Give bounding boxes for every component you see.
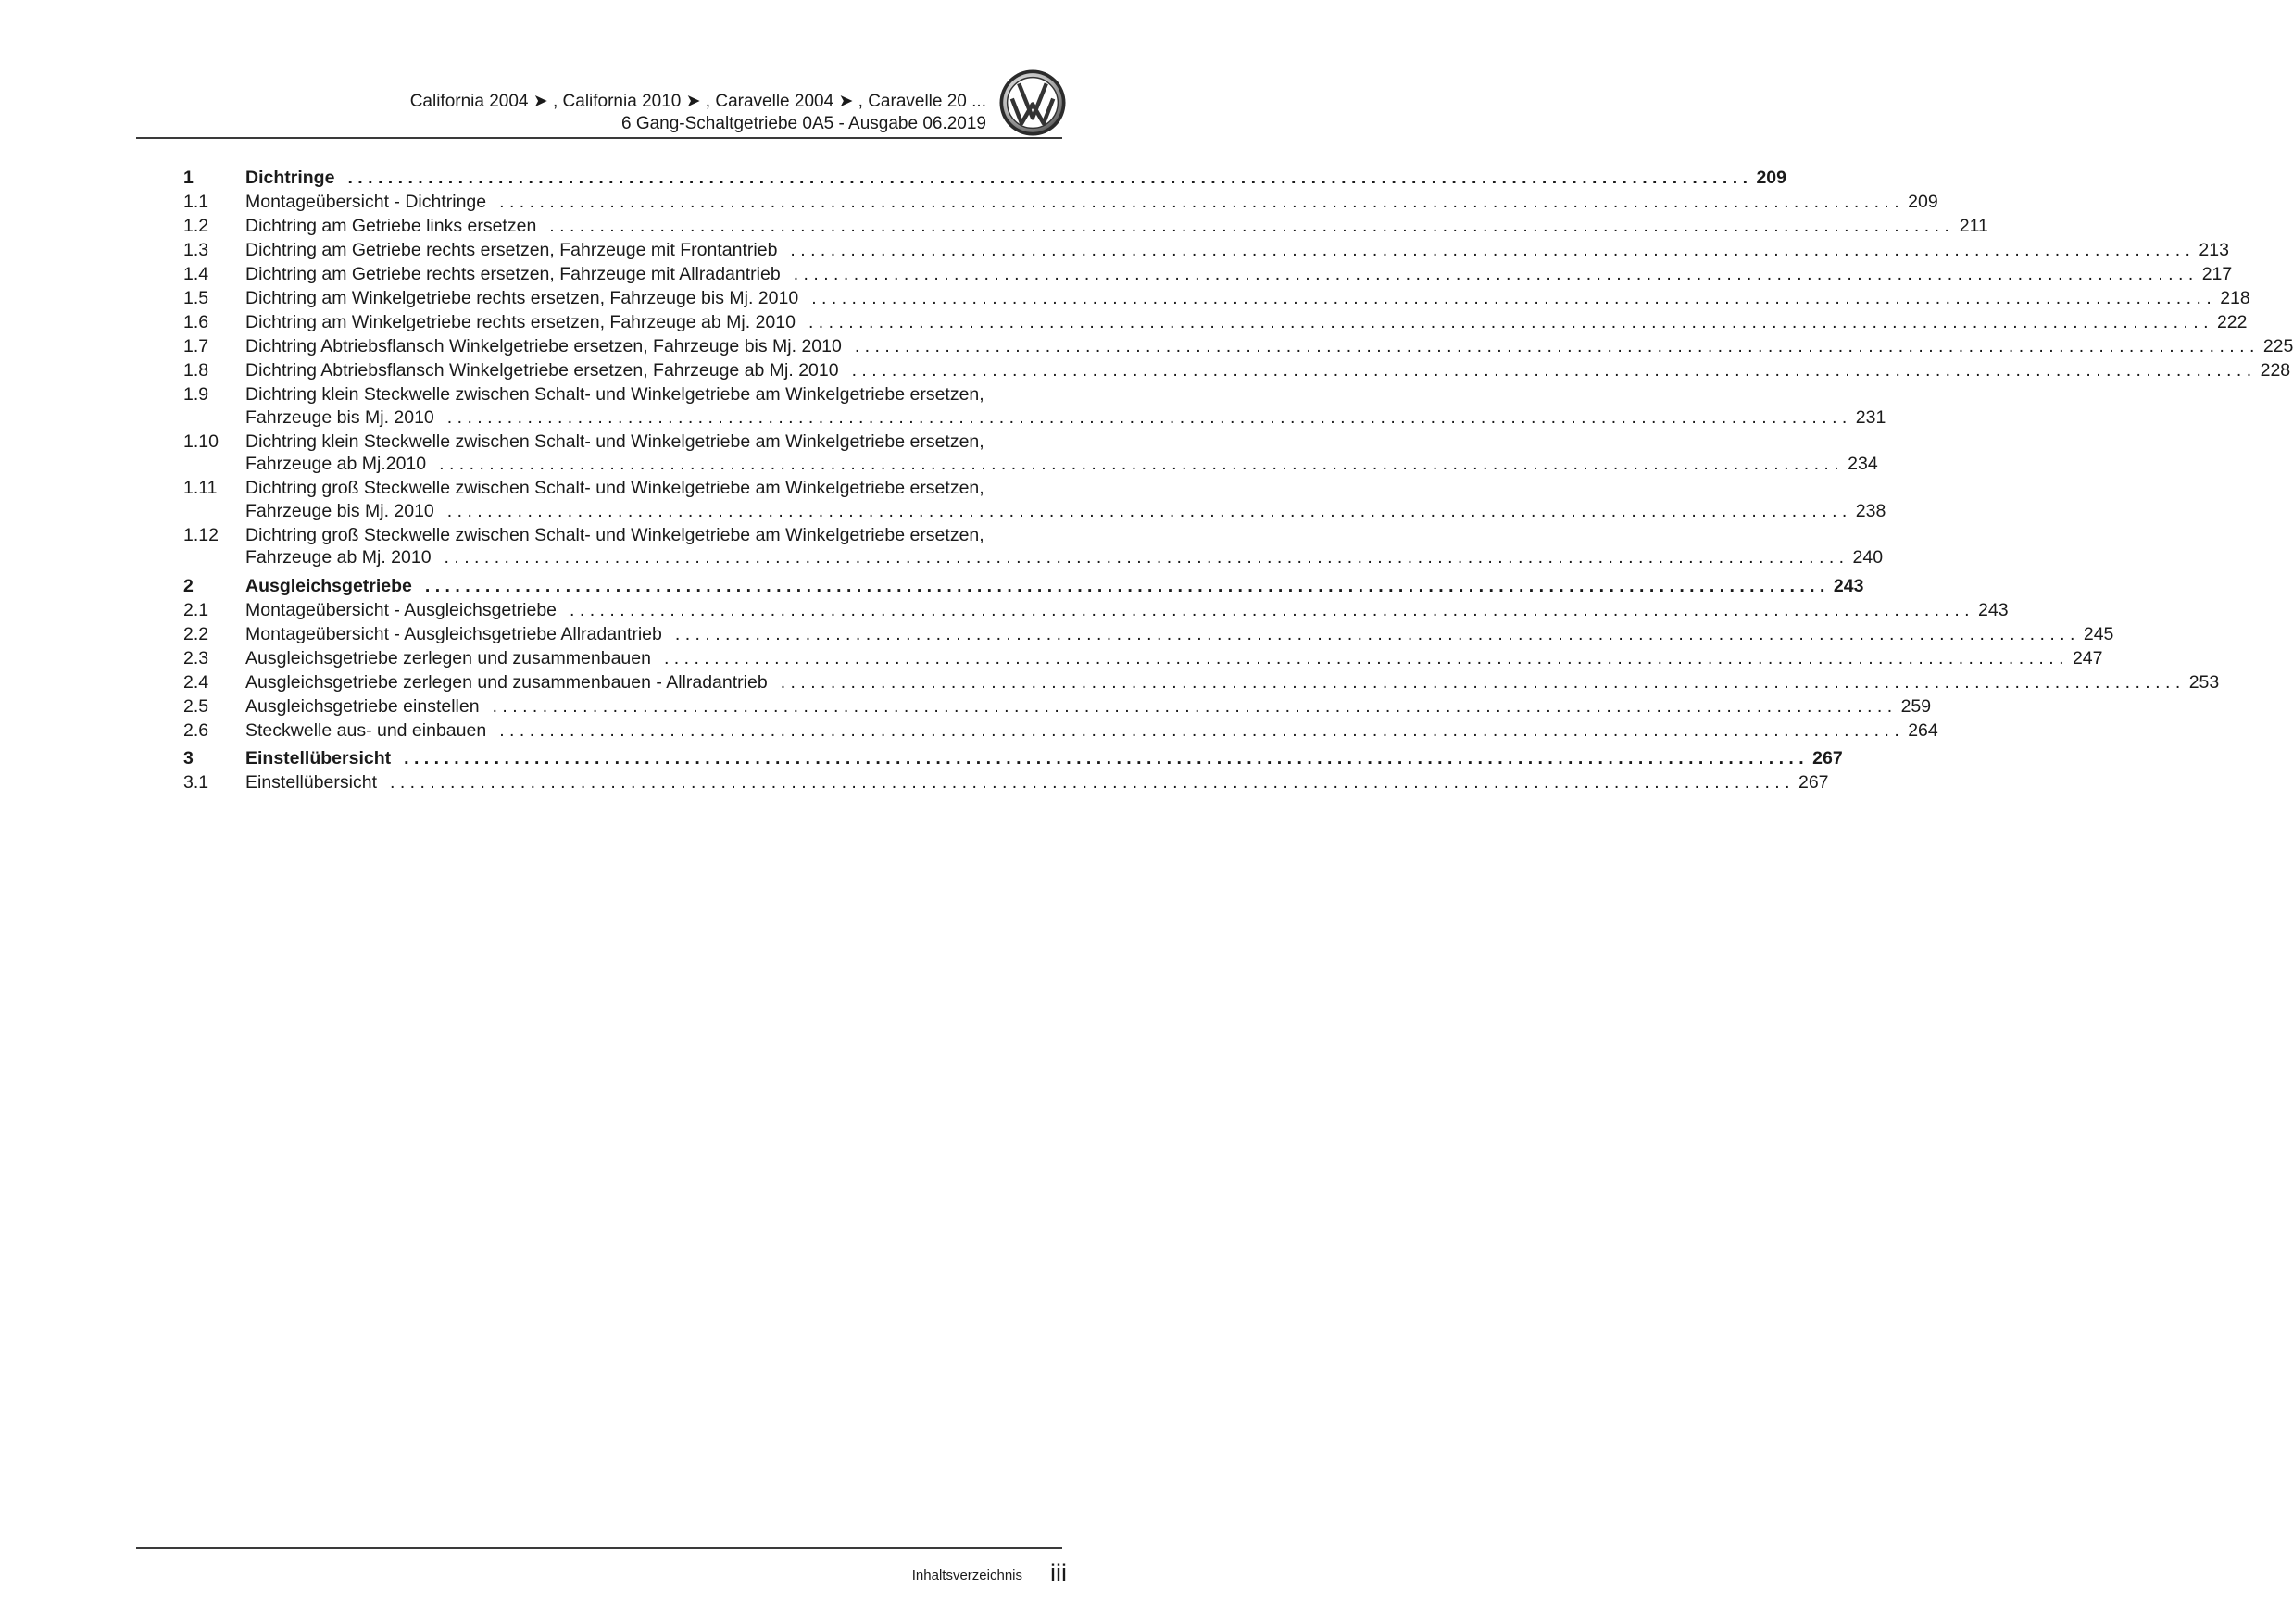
toc-entry-number: 1.3 [183, 240, 209, 260]
toc-dot-leader: . . . . . . . . . . . . . . . . . . . . . . . . . . . . . . . . . . . . . . . . . . . . . . . . . . . . . . . . . . . . . . . . . . . . . . . . . . . . . . . . . . . . . . . . . . . . . . . . . . . . . . . . . . . . . . . . . . . . . . . . . . . . . . . . . . . . . . . . . . . . [439, 454, 1839, 474]
toc-entry-page: 245 [2083, 623, 2114, 644]
toc-entry-title: Dichtring am Winkelgetriebe rechts ersetzen, Fahrzeuge bis Mj. 2010 [245, 288, 799, 308]
toc-entry-page: 243 [1978, 599, 2009, 620]
toc-entry-number: 1 [183, 168, 194, 188]
toc-entry-number: 2.4 [183, 671, 209, 693]
toc-entry-number: 1.1 [183, 192, 209, 212]
toc-entry-page: 234 [1848, 454, 1878, 474]
toc-entry[interactable] [183, 431, 1878, 476]
toc-dot-leader: . . . . . . . . . . . . . . . . . . . . . . . . . . . . . . . . . . . . . . . . . . . . . . . . . . . . . . . . . . . . . . . . . . . . . . . . . . . . . . . . . . . . . . . . . . . . . . . . . . . . . . . . . . . . . . . . . . . . . . . . . . . . . . . . . . . . . . . . . . . . [851, 360, 2252, 381]
toc-dot-leader: . . . . . . . . . . . . . . . . . . . . . . . . . . . . . . . . . . . . . . . . . . . . . . . . . . . . . . . . . . . . . . . . . . . . . . . . . . . . . . . . . . . . . . . . . . . . . . . . . . . . . . . . . . . . . . . . . . . . . . . . . . . . . . . . . . . . . . . . . . . . [389, 772, 1790, 793]
toc-dot-leader: . . . . . . . . . . . . . . . . . . . . . . . . . . . . . . . . . . . . . . . . . . . . . . . . . . . . . . . . . . . . . . . . . . . . . . . . . . . . . . . . . . . . . . . . . . . . . . . . . . . . . . . . . . . . . . . . . . . . . . . . . . . . . . . . . . . . . . . . . . . . [446, 500, 1848, 521]
toc-entry-number: 2.5 [183, 695, 209, 717]
toc-entry-page: 228 [2260, 360, 2291, 381]
vw-logo-icon [998, 69, 1067, 137]
toc-dot-leader: . . . . . . . . . . . . . . . . . . . . . . . . . . . . . . . . . . . . . . . . . . . . . . . . . . . . . . . . . . . . . . . . . . . . . . . . . . . . . . . . . . . . . . . . . . . . . . . . . . . . . . . . . . . . . . . . . . . . . . . . . . . . . . . . . . . . . . . . . . . . [674, 623, 2075, 644]
toc-entry-title: Einstellübersicht [245, 772, 377, 793]
toc-entry[interactable] [183, 671, 2220, 694]
toc-entry-title: Ausgleichsgetriebe zerlegen und zusammenbauen - Allradantrieb [245, 671, 768, 693]
toc-entry-number: 1.8 [183, 360, 209, 381]
toc-entry-number: 3 [183, 748, 194, 768]
running-header [136, 91, 986, 135]
toc-entry-number: 2.3 [183, 647, 209, 668]
toc-entry-title: Dichtring am Winkelgetriebe rechts ersetzen, Fahrzeuge ab Mj. 2010 [245, 312, 796, 332]
toc-entry[interactable] [183, 359, 2291, 382]
toc-entry[interactable] [183, 599, 2009, 622]
header-models: California 2004 ➤ , California 2010 ➤ , Caravelle 2004 ➤ , Caravelle 20 ... [409, 92, 986, 111]
toc-entry-title: Montageübersicht - Dichtringe [245, 192, 487, 212]
toc-entry-number: 1.4 [183, 264, 209, 284]
toc-dot-leader: . . . . . . . . . . . . . . . . . . . . . . . . . . . . . . . . . . . . . . . . . . . . . . . . . . . . . . . . . . . . . . . . . . . . . . . . . . . . . . . . . . . . . . . . . . . . . . . . . . . . . . . . . . . . . . . . . . . . . . . . . . . . . . . . . . . . . . . . . . . . [499, 719, 1899, 741]
toc-entry[interactable] [183, 215, 1988, 238]
toc-entry-page: 217 [2201, 264, 2233, 284]
toc-entry-page: 240 [1852, 547, 1884, 568]
toc-dot-leader: . . . . . . . . . . . . . . . . . . . . . . . . . . . . . . . . . . . . . . . . . . . . . . . . . . . . . . . . . . . . . . . . . . . . . . . . . . . . . . . . . . . . . . . . . . . . . . . . . . . . . . . . . . . . . . . . . . . . . . . . . . . . . . . . . . . . . . . . . . . . [549, 216, 1949, 236]
toc-entry[interactable] [183, 623, 2114, 646]
footer-section-title: Inhaltsverzeichnis [911, 1568, 1022, 1583]
header-manual-title: 6 Gang-Schaltgetriebe 0A5 - Ausgabe 06.2019 [620, 114, 986, 133]
toc-entry-page: 225 [2262, 336, 2293, 356]
toc-entry-page: 209 [1908, 192, 1938, 212]
toc-dot-leader: . . . . . . . . . . . . . . . . . . . . . . . . . . . . . . . . . . . . . . . . . . . . . . . . . . . . . . . . . . . . . . . . . . . . . . . . . . . . . . . . . . . . . . . . . . . . . . . . . . . . . . . . . . . . . . . . . . . . . . . . . . . . . . . . . . . . . . . . . . . . [790, 240, 2190, 260]
toc-entry-number: 2.6 [183, 719, 209, 741]
footer-rule [136, 1547, 1062, 1549]
toc-dot-leader: . . . . . . . . . . . . . . . . . . . . . . . . . . . . . . . . . . . . . . . . . . . . . . . . . . . . . . . . . . . . . . . . . . . . . . . . . . . . . . . . . . . . . . . . . . . . . . . . . . . . . . . . . . . . . . . . . . . . . . . . . . . . . . . . . . . . . . . . . . . . [424, 575, 1825, 596]
toc-dot-leader: . . . . . . . . . . . . . . . . . . . . . . . . . . . . . . . . . . . . . . . . . . . . . . . . . . . . . . . . . . . . . . . . . . . . . . . . . . . . . . . . . . . . . . . . . . . . . . . . . . . . . . . . . . . . . . . . . . . . . . . . . . . . . . . . . . . . . . . . . . . . [854, 336, 2255, 356]
toc-entry-number: 1.5 [183, 288, 209, 308]
toc-entry-page: 264 [1908, 719, 1938, 741]
toc-dot-leader: . . . . . . . . . . . . . . . . . . . . . . . . . . . . . . . . . . . . . . . . . . . . . . . . . . . . . . . . . . . . . . . . . . . . . . . . . . . . . . . . . . . . . . . . . . . . . . . . . . . . . . . . . . . . . . . . . . . . . . . . . . . . . . . . . . . . . . . . . . . . [780, 671, 2181, 693]
toc-entry[interactable] [183, 524, 1884, 569]
toc-entry-page: 209 [1756, 168, 1786, 188]
toc-entry-title-line: Dichtring klein Steckwelle zwischen Schalt- und Winkelgetriebe am Winkelgetriebe ersetzen, [245, 384, 984, 405]
footer-page-number: iii [1050, 1559, 1067, 1587]
toc-entry-title-line: Dichtring groß Steckwelle zwischen Schalt- und Winkelgetriebe am Winkelgetriebe ersetzen, [245, 524, 984, 545]
toc-entry-number: 1.7 [183, 336, 209, 356]
toc-dot-leader: . . . . . . . . . . . . . . . . . . . . . . . . . . . . . . . . . . . . . . . . . . . . . . . . . . . . . . . . . . . . . . . . . . . . . . . . . . . . . . . . . . . . . . . . . . . . . . . . . . . . . . . . . . . . . . . . . . . . . . . . . . . . . . . . . . . . . . . . . . . . [808, 312, 2209, 332]
toc-entry[interactable] [183, 383, 1886, 429]
toc-dot-leader: . . . . . . . . . . . . . . . . . . . . . . . . . . . . . . . . . . . . . . . . . . . . . . . . . . . . . . . . . . . . . . . . . . . . . . . . . . . . . . . . . . . . . . . . . . . . . . . . . . . . . . . . . . . . . . . . . . . . . . . . . . . . . . . . . . . . . . . . . . . . [444, 547, 1845, 568]
toc-entry-title-line: Dichtring klein Steckwelle zwischen Schalt- und Winkelgetriebe am Winkelgetriebe ersetzen, [245, 431, 984, 452]
toc-entry-number: 1.6 [183, 312, 209, 332]
toc-entry-number: 1.2 [183, 216, 209, 236]
toc-entry-number: 3.1 [183, 772, 209, 793]
toc-entry-number: 2.2 [183, 623, 209, 644]
toc-entry[interactable] [183, 191, 1938, 214]
toc-entry[interactable] [183, 311, 2248, 334]
toc-entry[interactable] [183, 239, 2229, 262]
toc-entry-page: 211 [1959, 216, 1988, 236]
toc-entry-title: Ausgleichsgetriebe zerlegen und zusammenbauen [245, 647, 651, 668]
toc-entry-number: 1.12 [183, 524, 219, 545]
toc-entry-page: 231 [1855, 406, 1886, 428]
toc-chapter-entry[interactable] [183, 747, 1843, 770]
toc-entry[interactable] [183, 263, 2233, 286]
toc-dot-leader: . . . . . . . . . . . . . . . . . . . . . . . . . . . . . . . . . . . . . . . . . . . . . . . . . . . . . . . . . . . . . . . . . . . . . . . . . . . . . . . . . . . . . . . . . . . . . . . . . . . . . . . . . . . . . . . . . . . . . . . . . . . . . . . . . . . . . . . . . . . . [499, 192, 1899, 212]
toc-entry-page: 238 [1855, 500, 1886, 521]
toc-entry-title: Einstellübersicht [245, 748, 392, 768]
toc-entry[interactable] [183, 719, 1938, 743]
toc-entry-page: 243 [1833, 575, 1864, 596]
toc-dot-leader: . . . . . . . . . . . . . . . . . . . . . . . . . . . . . . . . . . . . . . . . . . . . . . . . . . . . . . . . . . . . . . . . . . . . . . . . . . . . . . . . . . . . . . . . . . . . . . . . . . . . . . . . . . . . . . . . . . . . . . . . . . . . . . . . . . . . . . . . . . . . [446, 406, 1848, 428]
toc-dot-leader: . . . . . . . . . . . . . . . . . . . . . . . . . . . . . . . . . . . . . . . . . . . . . . . . . . . . . . . . . . . . . . . . . . . . . . . . . . . . . . . . . . . . . . . . . . . . . . . . . . . . . . . . . . . . . . . . . . . . . . . . . . . . . . . . . . . . . . . . . . . . [663, 647, 2064, 668]
header-rule [136, 137, 1062, 139]
toc-entry-title-line: Dichtring groß Steckwelle zwischen Schalt- und Winkelgetriebe am Winkelgetriebe ersetzen, [245, 478, 984, 498]
toc-entry-page: 213 [2199, 240, 2229, 260]
toc-entry-title: Dichtring Abtriebsflansch Winkelgetriebe ersetzen, Fahrzeuge bis Mj. 2010 [245, 336, 842, 356]
toc-entry-number: 1.10 [183, 431, 219, 452]
toc-chapter-entry[interactable] [183, 575, 1864, 598]
toc-dot-leader: . . . . . . . . . . . . . . . . . . . . . . . . . . . . . . . . . . . . . . . . . . . . . . . . . . . . . . . . . . . . . . . . . . . . . . . . . . . . . . . . . . . . . . . . . . . . . . . . . . . . . . . . . . . . . . . . . . . . . . . . . . . . . . . . . . . . . . . . . . . . [404, 748, 1804, 768]
toc-entry-number: 1.11 [183, 478, 218, 498]
toc-dot-leader: . . . . . . . . . . . . . . . . . . . . . . . . . . . . . . . . . . . . . . . . . . . . . . . . . . . . . . . . . . . . . . . . . . . . . . . . . . . . . . . . . . . . . . . . . . . . . . . . . . . . . . . . . . . . . . . . . . . . . . . . . . . . . . . . . . . . . . . . . . . . [347, 168, 1748, 188]
toc-dot-leader: . . . . . . . . . . . . . . . . . . . . . . . . . . . . . . . . . . . . . . . . . . . . . . . . . . . . . . . . . . . . . . . . . . . . . . . . . . . . . . . . . . . . . . . . . . . . . . . . . . . . . . . . . . . . . . . . . . . . . . . . . . . . . . . . . . . . . . . . . . . . [811, 288, 2212, 308]
toc-entry-title: Fahrzeuge bis Mj. 2010 [245, 406, 434, 428]
toc-entry-number: 2.1 [183, 599, 209, 620]
toc-entry-number: 2 [183, 575, 194, 596]
toc-entry-title: Dichtring am Getriebe rechts ersetzen, Fahrzeuge mit Allradantrieb [245, 264, 781, 284]
toc-entry-title: Fahrzeuge ab Mj. 2010 [245, 547, 432, 568]
toc-entry[interactable] [183, 335, 2293, 358]
toc-entry-page: 267 [1798, 772, 1829, 793]
toc-entry-title: Dichtring am Getriebe rechts ersetzen, Fahrzeuge mit Frontantrieb [245, 240, 778, 260]
toc-entry-title: Steckwelle aus- und einbauen [245, 719, 487, 741]
toc-dot-leader: . . . . . . . . . . . . . . . . . . . . . . . . . . . . . . . . . . . . . . . . . . . . . . . . . . . . . . . . . . . . . . . . . . . . . . . . . . . . . . . . . . . . . . . . . . . . . . . . . . . . . . . . . . . . . . . . . . . . . . . . . . . . . . . . . . . . . . . . . . . . [793, 264, 2194, 284]
toc-entry[interactable] [183, 695, 1932, 718]
toc-dot-leader: . . . . . . . . . . . . . . . . . . . . . . . . . . . . . . . . . . . . . . . . . . . . . . . . . . . . . . . . . . . . . . . . . . . . . . . . . . . . . . . . . . . . . . . . . . . . . . . . . . . . . . . . . . . . . . . . . . . . . . . . . . . . . . . . . . . . . . . . . . . . [492, 695, 1893, 717]
toc-entry[interactable] [183, 771, 1829, 794]
toc-entry-title: Montageübersicht - Ausgleichsgetriebe [245, 599, 558, 620]
toc-entry-title: Dichtringe [245, 168, 335, 188]
toc-entry[interactable] [183, 647, 2103, 670]
toc-entry-title: Ausgleichsgetriebe [245, 575, 412, 596]
toc-chapter-entry[interactable] [183, 167, 1786, 190]
toc-entry-title: Dichtring am Getriebe links ersetzen [245, 216, 537, 236]
toc-entry-page: 222 [2216, 312, 2248, 332]
toc-entry-title: Dichtring Abtriebsflansch Winkelgetriebe ersetzen, Fahrzeuge ab Mj. 2010 [245, 360, 839, 381]
toc-entry-page: 267 [1812, 748, 1843, 768]
toc-entry-page: 247 [2072, 647, 2103, 668]
toc-entry-title: Ausgleichsgetriebe einstellen [245, 695, 480, 717]
toc-entry-title: Fahrzeuge bis Mj. 2010 [245, 500, 434, 521]
toc-entry-page: 259 [1900, 695, 1932, 717]
table-of-contents [183, 167, 2293, 795]
toc-entry-page: 218 [2220, 288, 2250, 308]
toc-dot-leader: . . . . . . . . . . . . . . . . . . . . . . . . . . . . . . . . . . . . . . . . . . . . . . . . . . . . . . . . . . . . . . . . . . . . . . . . . . . . . . . . . . . . . . . . . . . . . . . . . . . . . . . . . . . . . . . . . . . . . . . . . . . . . . . . . . . . . . . . . . . . [570, 599, 1970, 620]
toc-entry[interactable] [183, 477, 1886, 522]
toc-entry[interactable] [183, 287, 2250, 310]
toc-entry-title: Montageübersicht - Ausgleichsgetriebe Allradantrieb [245, 623, 662, 644]
toc-entry-title: Fahrzeuge ab Mj.2010 [245, 454, 427, 474]
toc-entry-number: 1.9 [183, 384, 209, 405]
toc-entry-page: 253 [2188, 671, 2220, 693]
